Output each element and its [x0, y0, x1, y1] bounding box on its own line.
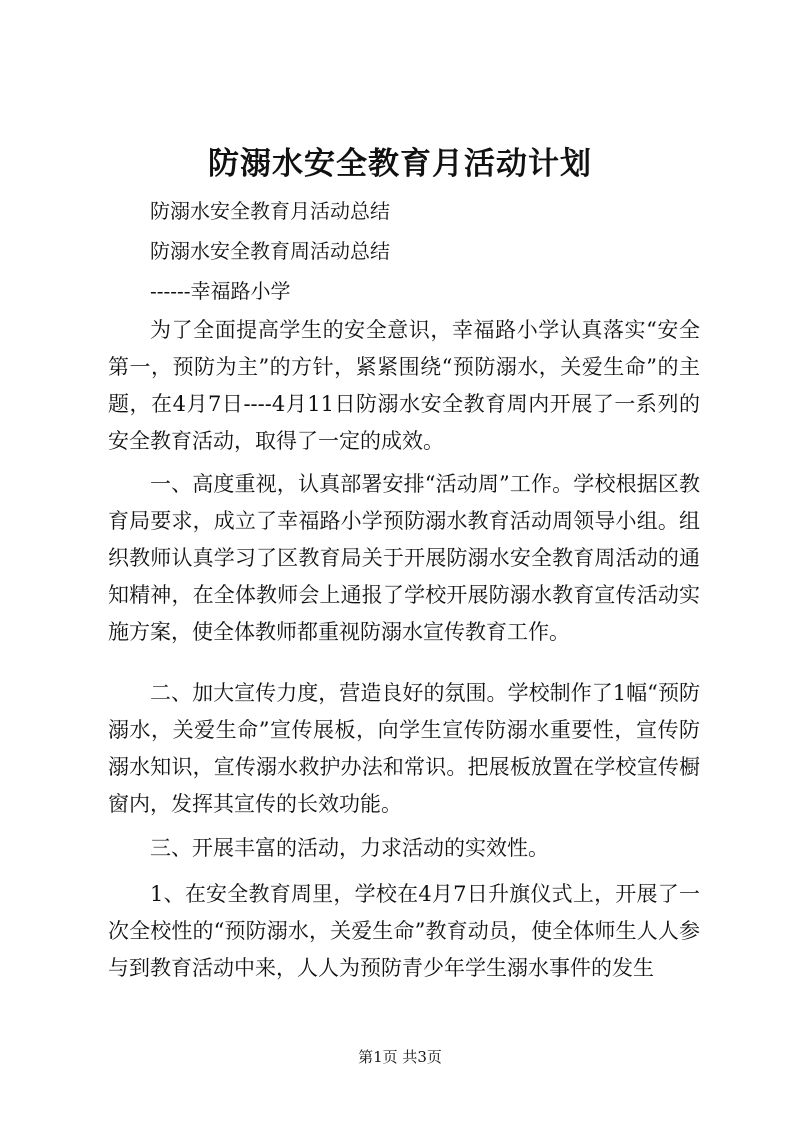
document-title: 防溺水安全教育月活动计划 [208, 146, 592, 182]
subtitle-monthly-summary: 防溺水安全教育月活动总结 [150, 199, 390, 223]
paragraph-section-3: 三、开展丰富的活动，力求活动的实效性。 [150, 836, 549, 860]
page-number-footer: 第1页 共3页 [358, 1048, 442, 1066]
paragraph-intro: 为了全面提高学生的安全意识，幸福路小学认真落实“安全第一，预防为主”的方针，紧紧围绕“预防溺水，关爱生命”的主题，在4月7日----4月11日防溺水安全教育周内开展了一系列的安全教育活动，取得了一定的成效。 [108, 318, 700, 453]
paragraph-section-1: 一、高度重视，认真部署安排“活动周”工作。学校根据区教育局要求，成立了幸福路小学预防溺水教育活动周领导小组。组织教师认真学习了区教育局关于开展防溺水安全教育周活动的通知精神，在全体教师会上通报了学校开展防溺水教育宣传活动实施方案，使全体教师都重视防溺水宣传教育工作。 [108, 472, 700, 644]
subtitle-school-name: ------幸福路小学 [150, 279, 291, 303]
paragraph-item-1: 1、在安全教育周里，学校在4月7日升旗仪式上，开展了一次全校性的“预防溺水，关爱生命”教育动员，使全体师生人人参与到教育活动中来，人人为预防青少年学生溺水事件的发生 [108, 882, 700, 980]
paragraph-section-2: 二、加大宣传力度，营造良好的氛围。学校制作了1幅“预防溺水，关爱生命”宣传展板，向学生宣传防溺水重要性，宣传防溺水知识，宣传溺水救护办法和常识。把展板放置在学校宣传橱窗内，发挥其宣传的长效功能。 [108, 681, 700, 816]
subtitle-weekly-summary: 防溺水安全教育周活动总结 [150, 239, 390, 263]
